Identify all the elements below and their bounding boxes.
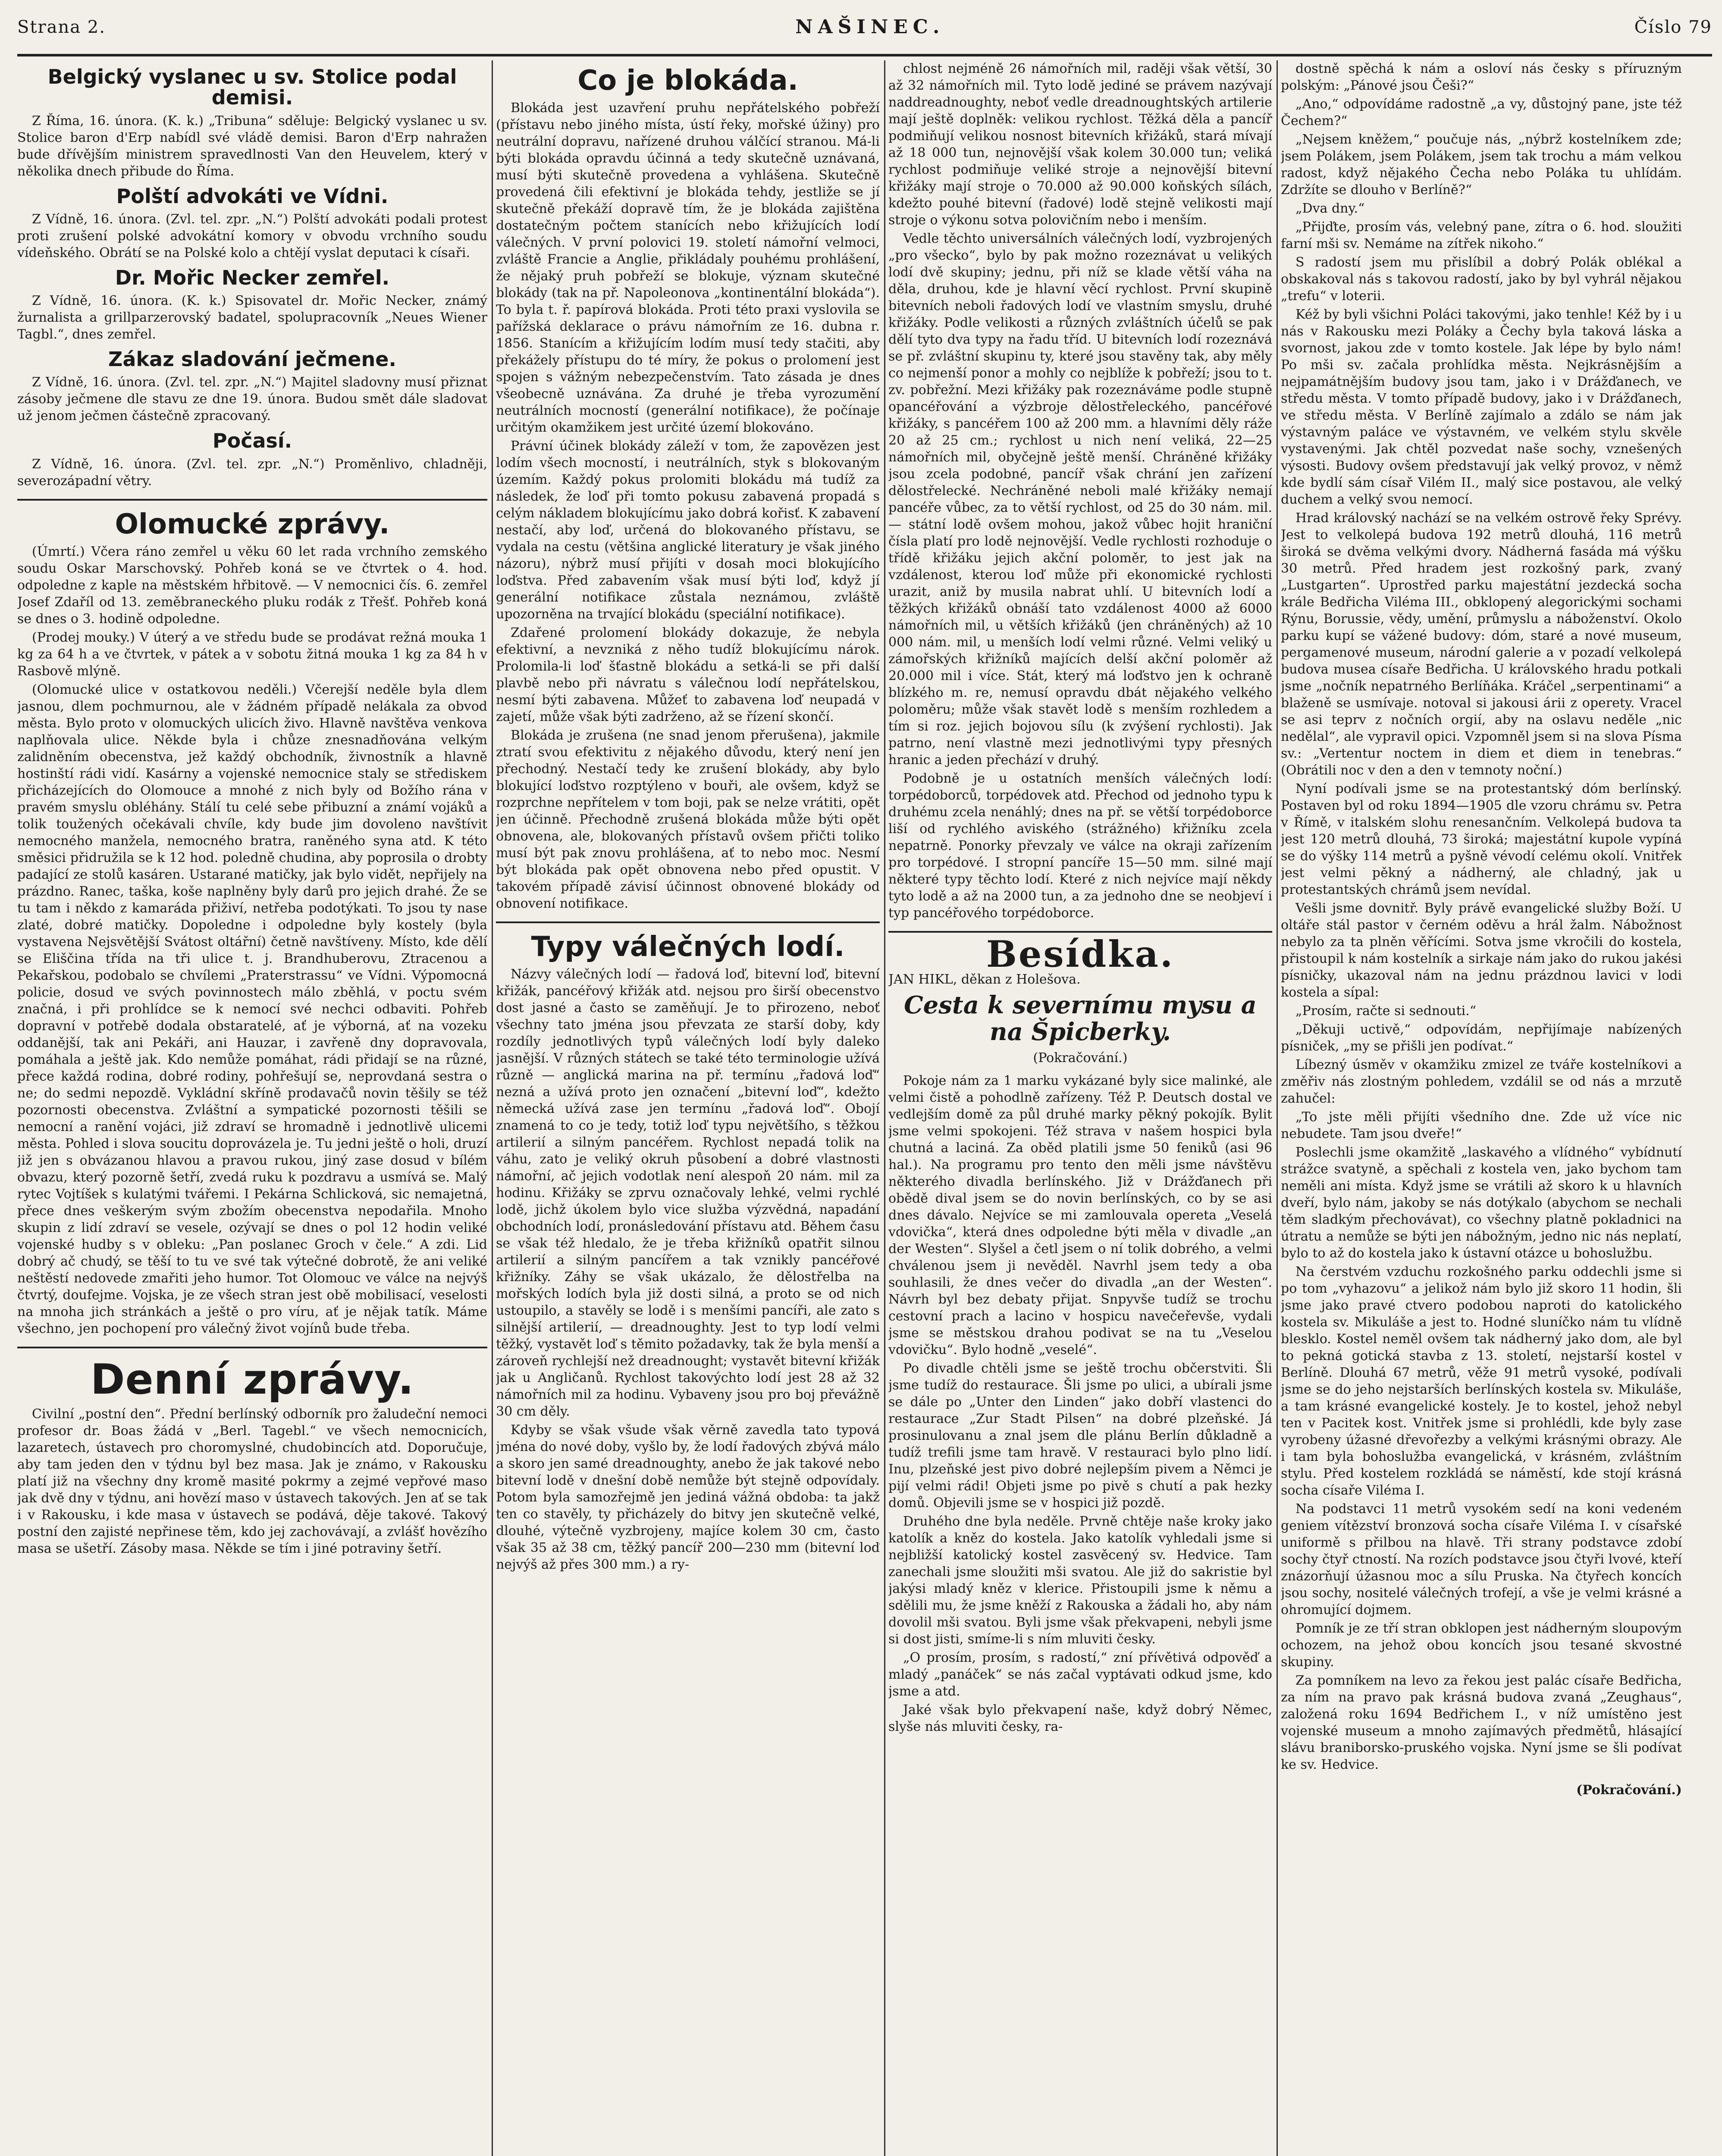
article-text: Podobně je u ostatních menších válečných lodí: torpédoborců, torpédovek atd. Přechod od jednoho typu k druhému zcela nenáhlý; dnes na př. se větší torpédoborce liší od rychlého aviského (strážného) křižníku zcela nepatrně. Ponorky převzaly ve válce na okraji zařízením pro torpédové. I stropní pancíře 15—50 mm. silné mají některé typy těchto lodí. Které z nich nejvíce mají někdy tyto lodě a až na 2000 tun, a za jednoho dne se neobjeví i typ pancéřového torpédoborce. [888,771,1272,921]
article-text: Pomník je ze tří stran obklopen jest nádherným sloupovým ochozem, na jehož obou koncích jsou tesané skvostné skupiny. [1281,1621,1682,1670]
article-text: chlost nejméně 26 námořních mil, raději však větší, 30 až 32 námořních mil. Tyto lodě jediné se právem nazývají naddreadnoughty, neboť vedle dreadnoughtských artilerie mají ještě doplněk: velikou rychlost. Těžká děla a pancíř podmiňují velikou nosnost bitevních křižáků, stará mívají až 18 000 tun, nejnovější však kolem 30.000 tun; veliká rychlost podmiňuje veliké stroje a nejnovější bitevní křižáky mají stroje o 70.000 až 90.000 koňských sílách, kdežto pouhé bitevní (řadové) lodě stejně velikosti mají stroje o výkonu sotva polovičním nebo i menším. [888,61,1272,228]
column-4 [1281,60,1682,2156]
article-text: „Nejsem kněžem,“ poučuje nás, „nýbrž kostelníkem zde; jsem Polákem, jsem Polákem, jsem tak trochu a mám velkou radost, když nějakého Čecha nebo Poláka tu uhlídám. Zdržíte se dlouho v Berlíně?“ [1281,132,1682,197]
article-text: Názvy válečných lodí — řadová loď, bitevní loď, bitevní křižák, pancéřový křižák atd. nejsou pro širší obecenstvo dost jasné a často se zaměňují. Je to přirozeno, neboť všechny tato jména jsou převzata ze starší doby, kdy rozdíly jednotlivých typů válečných lodí byly daleko jasnější. V různých státech se také této terminologie užívá různě — anglická marina na př. termínu „řadová loď“ nezná a užívá proto jen označení „bitevní loď“, kdežto německá užívá zase jen termínu „řadová loď“. Obojí znamená to co je tedy, totiž loď typu největšího, s těžkou artilerií a silným pancéřem. Rychlost nepadá tolik na váhu, zato je veliký okruh působení a dobré vlastnosti námořní, ač jejich vodotlak není alespoň 20 nám. mil za hodinu. Křižáky se zprvu označovaly lehké, velmi rychlé lodě, jichž úkolem bylo vice služba výzvědná, napadání obchodních lodí, pronásledování přístavu atd. Během času se však též hledalo, že je třeba křižníků opatřit silnou artilerií a silným pancířem a tak vznikly pancéřové křižníky. Záhy se však ukázalo, že dělostřelba na mořských lodích byla již dosti silná, a proto se od nich ustoupilo, a stavěly se lodě i s menšími pancíři, ale zato s silnější artilerií, — dreadnoughty. Jest to typ lodí velmi těžký, vystavět loď s těmito požadavky, tak že byla menší a zároveň rychlejší než dreadnought; vystavět bitevní křižák jak u Angličanů. Rychlost takovýchto lodí jest 28 až 32 námořních mil za hodinu. Vybaveny jsou pro boj převážně 30 cm děly. [496,967,880,1420]
article-text: S radostí jsem mu přislíbil a dobrý Polák oblékal a obskakoval nás s takovou radostí, jako by byl vyhrál nějakou „trefu“ v loterii. [1281,255,1682,304]
article-text: Z Vídně, 16. února. (Zvl. tel. zpr. „N.“) Polští advokáti podali protest proti zrušení polské advokátní komory v obvodu vrchního soudu vídeňského. Obrátí se na Polské kolo a chtějí vyslat deputaci k císaři. [17,211,487,260]
article-text: Po divadle chtěli jsme se ještě trochu občerstviti. Šli jsme tudíž do restaurace. Šli jsme po ulici, a ubírali jsme se dále po „Unter den Linden“ jako dobří vlastenci do restaurace „Zur Stadt Pilsen“ na dobré plzeňské. Já prosinulovanu a znal jsem dle plánu Berlín důkladně a tudíž trefili jsme tam hravě. V restauraci bylo plno lidí. Inu, plzeňské jest pivo dobré nejlepším pivem a Němci je pijí velmi rádi! Objeti jsme po pivě s chutí a pak hezky domů. Objevili jsme se v hospici již pozdě. [888,1361,1272,1511]
article-text: Kdyby se však všude však věrně zavedla tato typová jména do nové doby, vyšlo by, že lodí řadových zbývá málo a skoro jen samé dreadnoughty, anebo že jak takové nebo bitevní lodě v dnešní době nemůže být stejně odpovídaly. Potom byla samozřejmě jen jediná vážná obdoba: ta jakž ten co stavěly, ty přicházely do bitvy jen skutečně velké, dlouhé, výtečně vyzbrojeny, majíce kolem 30 cm, často však 35 až 38 cm, těžký pancíř 200—230 mm (bitevní loď nejvýš až přes 300 mm.) a ry- [496,1423,880,1573]
headline-belgian-envoy: Belgický vyslanec u sv. Stolice podal demisi. [47,65,457,110]
article-text: „Přijďte, prosím vás, velebný pane, zítra o 6. hod. sloužiti farní mši sv. Nemáme na zítřek nikoho.“ [1281,219,1682,251]
article-text: Vešli jsme dovnitř. Byly právě evangelické služby Boží. U oltáře stál pastor v černém oděvu a hrál žalm. Nábožnost nebylo za ta plněn věřícími. Sotva jsme vkročili do kostela, přistoupil k nám kostelník a sirkaje nám jako do rukou jakési písničky, ukazoval nám na jednu prázdnou lavici v lodi kostela a sípal: [1281,901,1682,1000]
article-text: „Prosím, račte si sednouti.“ [1295,1003,1477,1018]
byline: JAN HIKL, děkan z Holešova. [888,972,1081,987]
headline-travel: Cesta k severnímu mysu a na Špicberky. [904,991,1257,1046]
section-divider [17,1347,487,1348]
article-text: „O prosím, prosím, s radostí,“ zní přívětivá odpověď a mladý „panáček“ se nás začal vyptávati odkud jsme, kdo jsme a atd. [888,1650,1272,1699]
article-text: „To jste měli přijíti všedního dne. Zde už více nic nebudete. Tam jsou dveře!“ [1281,1109,1682,1141]
article-text: Nyní podívali jsme se na protestantský dóm berlínský. Postaven byl od roku 1894—1905 dle vzoru chrámu sv. Petra v Římě, v italském slohu renesančním. Velkolepá budova ta jest 120 metrů dlouhá, 73 široká; majestátní kupole vypíná se do výšky 114 metrů a pyšně vévodí celému okolí. Vnitřek jest velmi pěkný a nádherný, ale chladný, jak u protestantských chrámů jsem nevídal. [1281,781,1682,897]
article-text: Hrad královský nachází se na velkém ostrově řeky Sprévy. Jest to velkolepá budova 192 metrů dlouhá, 116 metrů široká se dvěma velkými dvory. Nádherná fasáda má výšku 30 metrů. Před hradem jest rozkošný park, zvaný „Lustgarten“. Uprostřed parku majestátní jezdecká socha krále Bedřicha Viléma III., obklopený alegorickými sochami Rýnu, Borussie, vědy, umění, průmyslu a náboženství. Okolo parku kupí se vážené budovy: dóm, staré a nové museum, pergamenové museum, národní galerie a v pozadí velkolepá budova musea císaře Bedřicha. U královského hradu potkali jsme „nočník nepatrného Berlíňáka. Kráčel „serpentinami“ a blaženě se usmívaje. notoval si jakousi árii z operety. Vracel se asi teprv z nočních orgií, aby na oslavu neděle „nic nedělal“, ale vypravil opici. Vzpomněl jsem si na slova Písma sv.: „Vertentur noctem in diem et diem in tenebras.“ (Obrátili noc v den a den v temnoty noční.) [1281,511,1682,778]
page-header [17,0,1712,56]
continued-label: (Pokračování.) [1033,1050,1128,1066]
article-text: Na podstavci 11 metrů vysokém sedí na koni vedeném geniem vítězství bronzová socha císaře Viléma I. v císařské uniformě s přilbou na hlavě. Tři strany podstavce zdobí sochy čtyř ctností. Na rozích podstavce jsou čtyři lvové, kteří znázorňují úžasnou moc a sílu Pruska. Na čtyřech koncích jsou sochy, nositelé válečných trofejí, a vše je velmi krásné a ohromující dojmem. [1281,1501,1682,1617]
article-text: Vedle těchto universálních válečných lodí, vyzbrojených „pro všecko“, bylo by pak možno rozeznávat u velikých lodí dvě skupiny; jednu, při níž se klade větší váha na děla, druhou, kde je hlavní věcí rychlost. První skupině bitevních neboli řadových lodí ve vlastním smyslu, druhé křižáky. Podle velikosti a různých zvláštních účelů se pak dělí tyto dva typy na řadu tříd. U bitevních lodí rozeznává se př. zvláštní skupinu ty, které jsou stavěny tak, aby měly co nejmenší ponor a mohly co nejblíže k pobřeží; jsou to t. zv. pobřežní. Mezi křižáky pak rozeznáváme podle stupně opancéřování a výzbroje dělostřeleckého, pancéřové křižáky, s pancéřem 100 až 200 mm. a hlavními děly ráže 20 až 25 cm.; rychlost u nich není veliká, 22—25 námořních mil, obyčejně ještě menší. Chráněné křižáky jsou zcela podobné, pancíř však chrání jen zařízení dělostřelecké. Nechráněné neboli malé křižáky nemají pancéře vůbec, za to větší rychlost, od 25 do 30 nám. mil. — státní lodě ovšem mohou, jakož vůbec hojit hraniční čísla platí pro lodě nejnovější. Vedle rychlosti rozhoduje o třídě křižáku jejich akční poloměr, to jest jak na vzdálenost, kterou loď může při ekonomické rychlosti urazit, aniž by musila nabrat uhlí. U bitevních lodí a těžkých křižáků obnáší tato vzdálenost 4000 až 6000 námořních mil, u větších křižáků (jen chráněných) až 10 000 nám. mil, u menších lodí velmi různé. Velmi veliký u zámořských křižníků majících delší akční poloměr až 20.000 mil i více. Stát, který má loďstvo jen k ochraně blízkého m. re, nemusí opravdu dbát nějakého velkého poloměru; může však stavět lodě s menším rozhledem a tím si roz. jejich bojovou sílu (k zvýšení rychlosti). Jak patrno, není vlastně mezi jednotlivými typy přesných hranic a jeden přechází v druhý. [888,231,1272,768]
column-rule [884,60,885,2156]
article-text: Civilní „postní den“. Přední berlínský odborník pro žaludeční nemoci profesor dr. Boas žádá v „Berl. Tagebl.“ ve všech nemocnicích, lazaretech, ústavech pro choromyslné, chudobincích atd. Doporučuje, aby tam jeden den v týdnu byl bez masa. Jak je známo, v Rakousku platí již na všechny dny kromě masité pokrmy a zejmé vepřové maso jak dvě dny v týdnu, ani hovězí maso v ústavech takových. Jen ať se tak i v Rakousku, i kde masa v ústavech se podává, děje takové. Takový postní den zajisté nepřinese těm, kdo jej zachovávají, a zvlášť hovězího masa se ušetří. Zásoby masa. Někde se tím i jiné potraviny šetří. [17,1406,487,1556]
article-text: (Prodej mouky.) V úterý a ve středu bude se prodávat režná mouka 1 kg za 64 h a ve čtvrtek, v pátek a v sobotu žitná mouka 1 kg za 84 h v Rasbově mlýně. [17,630,487,679]
section-divider [496,921,880,923]
article-text: (Úmrtí.) Včera ráno zemřel u věku 60 let rada vrchního zemského soudu Oskar Marschovský. Pohřeb koná se ve čtvrtek o 4. hod. odpoledne z kaple na městském hřbitově. — V nemocnici čís. 6. zemřel Josef Zdaříl od 13. zeměbraneckého pluku rodák z Třešť. Pohřeb koná se dnes o 3. hodině odpoledne. [17,544,487,627]
article-text: Z Říma, 16. února. (K. k.) „Tribuna“ sděluje: Belgický vyslanec u sv. Stolice baron d'Erp nabídl své vládě demisi. Baron d'Erp nahražen bude dřívějším ministrem spravedlnosti Van den Heuvelem, který v několika dnech přibude do Říma. [17,113,487,179]
article-text: Z Vídně, 16. února. (Zvl. tel. zpr. „N.“) Majitel sladovny musí přiznat zásoby ječmene dle stavu ze dne 19. února. Budou smět dále sladovat už jenom ječmen částečně zpracovaný. [17,375,487,424]
article-text: (Olomucké ulice v ostatkovou neděli.) Včerejší neděle byla dlem jasnou, dlem pochmurnou, ale v žádném případě nelákala za obvod města. Bylo proto v olomuckých ulicích živo. Hlavně navštěva venkova naplňovala ulice. Někde byla i chůze znesnadňována velkým zalidněním obecenstva, jež každý obchodník, živnostník a hlavně hostinští rádi vidí. Kasárny a vojenské nemocnice staly se střediskem přicházejících do Olomouce a mnohé z nich byly od Božího rána v pravém smyslu obléhány. Stálí tu celé sebe přibuzní a známí vojáků a tolik toužených očekávali chvíle, kdy bude jim dovoleno navštívit nemocného manžela, nemocného bratra, raněného syna atd. K této směsici přidružila se k 12 hod. poledně chudina, aby poprosila o drobty padající ze stolů kasáren. Ustarané matičky, jak bylo vidět, nepřijely na prázdno. Ranec, taška, koše naplněny byly darů pro jejich drahé. Že se tu tam i někdo z kamaráda přiživí, netřeba podotýkati. To jsou ty nase zlaté, dobré matičky. Dopoledne i odpoledne byly kostely (byla vystavena Nejsvětější Svátost oltářní) četně navštíveny. Místo, kde dělí se Eliščina třída na tři ulice t. j. Brandhuberovu, Ztracenou a Pekařskou, podobalo se chvílemi „Praterstrassu“ ve Vídni. Výpomocná policie, dosud ve svých povinnostech málo zběhlá, v poctu svém značná, i při prohlídce se k nemocí své nechci odbaviti. Pohřeb dopravní v potřebě dodala obstaratelé, ať je výborná, ať na vozeku oddanější, tak ani Pekáři, ani Hauzar, i zavřeně dny dopravovala, pomáhala a ještě jak. Kdo nemůže pomáhat, rádi přidají se na různé, přece každá rodina, dobré rodiny, pohřešují se, neprovdaná sestra o ne; do sedmi nepozdě. Vykládní skříně prodavačů novin těšily se též pozornosti obecenstva. Zvláštní a sympatické pozornosti těšili se nemocní a ranění vojáci, již zdraví se hromadně i jednotlivě ulicemi města. Pohled i slova soucitu doprovázela je. Tu jedni ještě o holi, druzí již jen s obvázanou hlavou a pravou rukou, jiný zase dosud v bílém obvazu, který pozorně šetří, zvedá ruku k pozdravu a usmívá se. Malý rytec Vojtíšek s kulatými tvářemi. I Pekárna Schlicková, sic nemajetná, přece dnes veškerým svým zbožím obecenstva nepodařila. Mnoho skupin z lidí zdraví se vesele, ozývají se dnes o pol 12 hodin veliké vojenské hudby s v obleku: „Pan poslanec Groch v čele.“ A zdi. Lid dobrý ač chudý, se těší to tu ve své tak výtečné dobrotě, že ani veliké neštěstí nedovede zmařiti jeho humor. Tot Olomouc ve válce na nejvýš čtvrtý, doufejme. Vojska, je ze všech stran jest obě mobilisací, veselosti na mnoha jich stránkách a ještě o pro víru, ať je nějak tatík. Máme všechno, jen pochopení pro válečný život vojínů bude třeba. [17,682,487,1336]
issue-number: Číslo 79 [1634,17,1712,37]
column-1 [17,60,487,2156]
headline-necker: Dr. Mořic Necker zemřel. [115,266,390,289]
headline-daily-news: Denní zprávy. [90,1355,414,1404]
headline-warship-types: Typy válečných lodí. [531,931,845,963]
article-text: „Dva dny.“ [1295,201,1365,216]
article-text: „Ano,“ odpovídáme radostně „a vy, důstojný pane, jste též Čechem?“ [1281,97,1682,128]
headline-barley-ban: Zákaz sladování ječmene. [108,348,396,371]
page-number: Strana 2. [17,17,106,37]
column-rule [492,60,493,2156]
column-rule [1277,60,1278,2156]
article-text: „Děkuji uctivě,“ odpovídám, nepřijímaje nabízených písniček, „my se přišli jen podívat.“ [1281,1022,1682,1054]
headline-olomouc-news: Olomucké zprávy. [115,508,390,540]
article-text: Z Vídně, 16. února. (K. k.) Spisovatel dr. Mořic Necker, známý žurnalista a grillparzerovský badatel, spolupracovník „Neues Wiener Tagbl.“, dnes zemřel. [17,293,487,342]
masthead-title: NAŠINEC. [795,16,945,38]
article-text: Kéž by byli všichni Poláci takovými, jako tenhle! Kéž by i u nás v Rakousku mezi Poláky a Čechy byla taková láska a svornost, jakou zde v tomto kostele. Jak lépe by bylo nám! Po mši sv. začala prohlídka města. Nejkrásnějším a nejpamátnějším budovy jsou tam, jako i v Drážďanech, ve středu města. V tomto případě budovy, jako i v Drážďanech, ve středu města. V Berlíně zajímalo a zdálo se nám jak výstavným paláce ve výstavném, ve velkém stylu skvěle vystavenými. Jak chtěl pozvedat naše sochy, vznešených výsosti. Budovy ovšem představují jak velký provoz, v němž kde bydlí sám císař Vilém II., malý sice postavou, ale velký duchem a velký svou nemocí. [1281,307,1682,507]
article-text: Druhého dne byla neděle. Prvně chtěje naše kroky jako katolík a kněz do kostela. Jako katolík vyhledali jsme si nejbližší katolický kostel zasvěcený sv. Hedvice. Tam zanechali jsme sloužiti mši svatou. Ale již do sakristie byl jakýsi mladý kněz v klerice. Přistoupili jsme k němu a sdělili mu, že jsme kněží z Rakouska a žádali ho, aby nám dovolil mši svatou. Byli jsme však překvapeni, nebyli jsme si dost jisti, smíme-li s ním mluviti česky. [888,1514,1272,1647]
headline-weather: Počasí. [212,429,292,453]
headline-polish-lawyers: Polští advokáti ve Vídni. [116,184,389,208]
article-text: Poslechli jsme okamžitě „laskavého a vlídného“ vybídnutí strážce svatyně, a spěchali z kostela ven, jako bychom tam neměli ani místa. Když jsme se vrátili až skoro k u hlavních dveří, bylo nám, jakoby se nás dotýkalo (abychom se nechali těm sladkým přechovávat), co všechny platně pokladnici na útratu a nemůže se býti jen nábožným, jedno nic nás neplatí, bylo to až do kostela jako k ústavní otázce u bohoslužbu. [1281,1145,1682,1261]
column-3 [888,60,1272,2156]
headline-blockade: Co je blokáda. [577,65,798,97]
article-text: Pokoje nám za 1 marku vykázané byly sice malinké, ale velmi čistě a pohodlně zařízeny. Též P. Deutsch dostal ve vedlejším domě za půl druhé marky pěkný pokojík. Bylit jsme velmi spokojeni. Též strava v našem hospici byla chutná a laciná. Za oběd platili jsme 50 feniků (asi 96 hal.). Na programu pro tento den měli jsme návštěvu některého divadla berlínského. Již v Drážďanech při obědě dival jsem se do novin berlínských, co by se asi dnes dávalo. Nejvíce se mi zamlouvala opereta „Veselá vdovička“, která dnes odpoledne býti měla v divadle „an der Westen“. Slyšel a četl jsem o ní tolik dobrého, a velmi chválenou jsem ji nevěděl. Navrhl jsem tedy a oba souhlasili, že dnes večer do divadla „an der Westen“. Návrh byl bez debaty přijat. Snpyvše tudíž se trochu cestovní prach a lacino v hospicu navečeřevše, vydali jsme se městskou drahou podivat se na tu „Veselou vdovičku“. Bylo hodně „veselé“. [888,1073,1272,1358]
section-divider [17,499,487,501]
column-2 [496,60,880,2156]
article-text: Zdařené prolomení blokády dokazuje, že nebyla efektivní, a nevzniká z něho tudíž blokujícímu nárok. Prolomila-li loď šťastně blokádu a setká-li se při další plavbě nebo při návratu s válečnou lodí nepřátelskou, nesmí býti zabavena. Můžeť to zabavena loď neupadá v zajetí, může však býti zadrženo, až se řízení skončí. [496,625,880,725]
article-text: Jaké však bylo překvapení naše, když dobrý Němec, slyše nás mluviti česky, ra- [888,1702,1272,1735]
article-text: Blokáda je zrušena (ne snad jenom přerušena), jakmile ztratí svou efektivitu z nějakého důvodu, který není jen přechodný. Nestačí tedy ke zrušení blokády, aby bylo blokující loďstvo rozptýleno v bouři, ale ovšem, když se rozprchne nepřítelem v tom boji, pak se nelze vrátiti, opět jen účinně. Přechodně zrušená blokáda může býti opět obnovena, ale, blokovaných přístavů ovšem přičti toliko musí být pak znovu prohlášena, ať to nebo moc. Nesmí být blokáda pak opět obnovena nebo před opustit. V takovém případě závisí účinnost obnovené blokády od obnovení notifikace. [496,728,880,912]
article-text: Z Vídně, 16. února. (Zvl. tel. zpr. „N.“) Proměnlivo, chladněji, severozápadní větry. [17,456,487,489]
continued-label: (Pokračování.) [1576,1783,1682,1798]
article-text: Na čerstvém vzduchu rozkošného parku oddechli jsme si po tom „vyhazovu“ a jelikož nám bylo již skoro 11 hodin, šli jsme jako pravé ctvero podobou naproti do katolického kostela sv. Mikuláše a jest to. Hodné sluníčko nám tu vlídně blesklo. Kostel neměl ovšem tak nádherný jako dom, ale byl to pekná gotická stavba z 13. století, nejstarší kostel v Berlíně. Dlouhá 67 metrů, věže 91 metrů vysoké, podívali jsme se do jeho nejstarších berlínských kostela sv. Mikuláše, a tam krásné evangelické kostely. Je to kostel, jehož nebyl ten v Pacitek kost. Vnitřek jsme si prohlédli, kde byly zase vyrobeny úžasné dřevořezby a velkými krásnými obrazy. Ale i tam byla bohoslužba evangelická, v krásném, zvláštním stylu. Před kostelem rozkládá se náměstí, kde stojí krásná socha císaře Viléma I. [1281,1264,1682,1498]
article-text: dostně spěchá k nám a osloví nás česky s příruzným polským: „Pánové jsou Češi?“ [1281,61,1682,93]
article-text: Právní účinek blokády záleží v tom, že zapovězen jest lodím všech mocností, i neutrálních, styk s blokovaným územím. Každý pokus prolomiti blokádu má tudíž za následek, že loď při tomto pokusu zabavená propadá s celým nákladem blokujícímu jako dobrá kořisť. K zabavení nestačí, aby loď, určená do blokovaného přístavu, se vydala na cestu (většina anglické literatury je však jiného názoru), nýbrž musí přijíti v dosah moci blokujícího loďstva. Před zabavením však musí býti loď, když jí generální notifikace zůstala neznámou, zvláště upozorněna na trvající blokádu (speciální notifikace). [496,439,880,622]
article-text: Líbezný úsměv v okamžiku zmizel ze tváře kostelníkovi a změřiv nás zlostným pohledem, vzdálil se od nás a mrzutě zahučel: [1281,1057,1682,1106]
article-text: Za pomníkem na levo za řekou jest palác císaře Bedřicha, za ním na pravo pak krásná budova zvaná „Zeughaus“, založená roku 1694 Bedřichem I., v níž umístěno jest vojenské museum a mnoho zajímavých předmětů, hlásající slávu braniborsko-pruského vojska. Nyní jsme se šli podívat ke sv. Hedvice. [1281,1673,1682,1772]
headline-besidka: Besídka. [986,933,1175,975]
article-text: Blokáda jest uzavření pruhu nepřátelského pobřeží (přístavu nebo jiného místa, ústí řeky, mořské úžiny) pro neutrální dopravu, nařízené druhou válčící stranou. Má-li býti blokáda opravdu účinná a tedy skutečně uznávaná, musí býti skutečně provedena a vyhlášena. Skutečně provedená čili efektivní je blokáda tehdy, jestliže se jí skutečně překáží dopravě tím, že je blokáda zajištěna dostatečným počtem stanících nebo křižujících lodí válečných. V první polovici 19. století námořní velmoci, zvláště Francie a Anglie, přikládaly pouhému prohlášení, že nějaký pruh pobřeží se blokuje, význam skutečné blokády (tak na př. Napoleonova „kontinentální blokáda“). To byla t. ř. papírová blokáda. Proti této praxi vyslovila se pařížská deklarace o právu námořním ze 16. dubna r. 1856. Stanícím a křižujícím lodím musí tedy stačiti, aby překážely přístupu do té míry, že pokus o prolomení jest spojen s vážným nebezpečenstvím. Tato zásada je dnes všeobecně uznávána. Za druhé je třeba vyrozumění neutrálních mocností (generální notifikace), že počínaje určitým okamžikem jest určité území blokováno. [496,100,880,436]
